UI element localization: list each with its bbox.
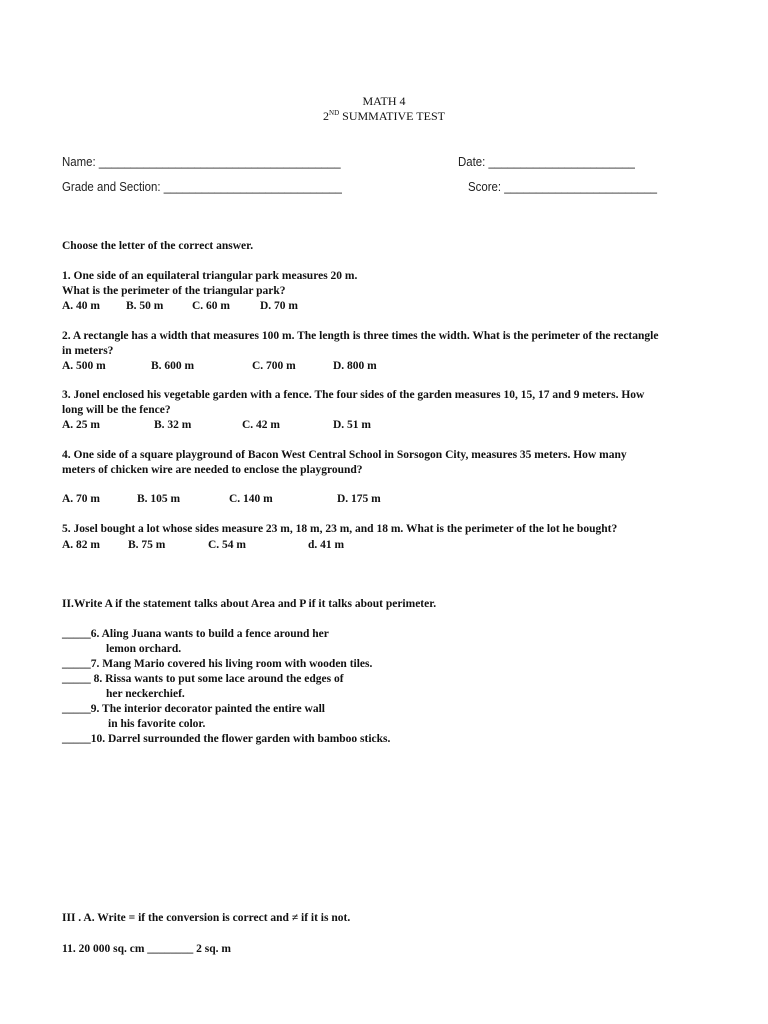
choice-3a: A. 25 m [62,419,101,431]
choice-5c: C. 54 m [208,539,247,551]
item-6: _____6. Aling Juana wants to build a fence around her [62,628,329,640]
item-8: _____ 8. Rissa wants to put some lace around the edges of [62,673,344,685]
choice-1d: D. 70 m [260,300,299,312]
choice-2b: B. 600 m [151,360,195,372]
page-subtitle [0,109,768,124]
part-3-heading: III . A. Write = if the conversion is correct and ≠ if it is not. [62,912,351,924]
score-field[interactable]: Score: ________________________ [468,179,657,194]
question-4-text-cont: meters of chicken wire are needed to enclose the playground? [62,464,363,476]
choice-3b: B. 32 m [154,419,192,431]
choice-2c: C. 700 m [252,360,296,372]
question-1-text-cont: What is the perimeter of the triangular park? [62,285,286,297]
question-3-text-cont: long will be the fence? [62,404,171,416]
grade-section-field[interactable]: Grade and Section: ____________________________ [62,179,342,194]
choice-5b: B. 75 m [128,539,166,551]
choice-3c: C. 42 m [242,419,281,431]
question-1-text: 1. One side of an equilateral triangular park measures 20 m. [62,270,358,282]
question-2-text-cont: in meters? [62,345,114,357]
item-10: _____10. Darrel surrounded the flower garden with bamboo sticks. [62,733,391,745]
choice-4c: C. 140 m [229,493,273,505]
choice-1c: C. 60 m [192,300,231,312]
choice-4a: A. 70 m [62,493,101,505]
subtitle-number: 2 [323,109,330,123]
part-2-heading: II.Write A if the statement talks about Area and P if it talks about perimeter. [62,598,437,610]
choice-1b: B. 50 m [126,300,164,312]
item-9-cont: in his favorite color. [108,718,206,730]
choice-5d: d. 41 m [308,539,345,551]
subtitle-ordinal: ND [329,109,340,117]
choice-2d: D. 800 m [333,360,377,372]
item-7: _____7. Mang Mario covered his living room with wooden tiles. [62,658,373,670]
item-11: 11. 20 000 sq. cm ________ 2 sq. m [62,943,231,955]
item-9: _____9. The interior decorator painted the entire wall [62,703,325,715]
question-5-text: 5. Josel bought a lot whose sides measure 23 m, 18 m, 23 m, and 18 m. What is the perimeter of the lot he bought? [62,523,618,535]
choice-4d: D. 175 m [337,493,381,505]
choice-3d: D. 51 m [333,419,372,431]
subtitle-text: SUMMATIVE TEST [339,109,445,123]
choice-1a: A. 40 m [62,300,101,312]
date-field[interactable]: Date: _______________________ [458,154,635,169]
page-title: MATH 4 [362,94,406,108]
choice-4b: B. 105 m [137,493,181,505]
name-field[interactable]: Name: ______________________________________ [62,154,341,169]
item-8-cont: her neckerchief. [106,688,185,700]
choice-5a: A. 82 m [62,539,101,551]
choice-2a: A. 500 m [62,360,106,372]
item-6-cont: lemon orchard. [106,643,182,655]
question-2-text: 2. A rectangle has a width that measures 100 m. The length is three times the width. What is the perimeter of the rectangle [62,330,659,342]
question-4-text: 4. One side of a square playground of Bacon West Central School in Sorsogon City, measures 35 meters. How many [62,449,627,461]
question-3-text: 3. Jonel enclosed his vegetable garden with a fence. The four sides of the garden measures 10, 15, 17 and 9 meters. How [62,389,645,401]
instructions: Choose the letter of the correct answer. [62,240,254,252]
